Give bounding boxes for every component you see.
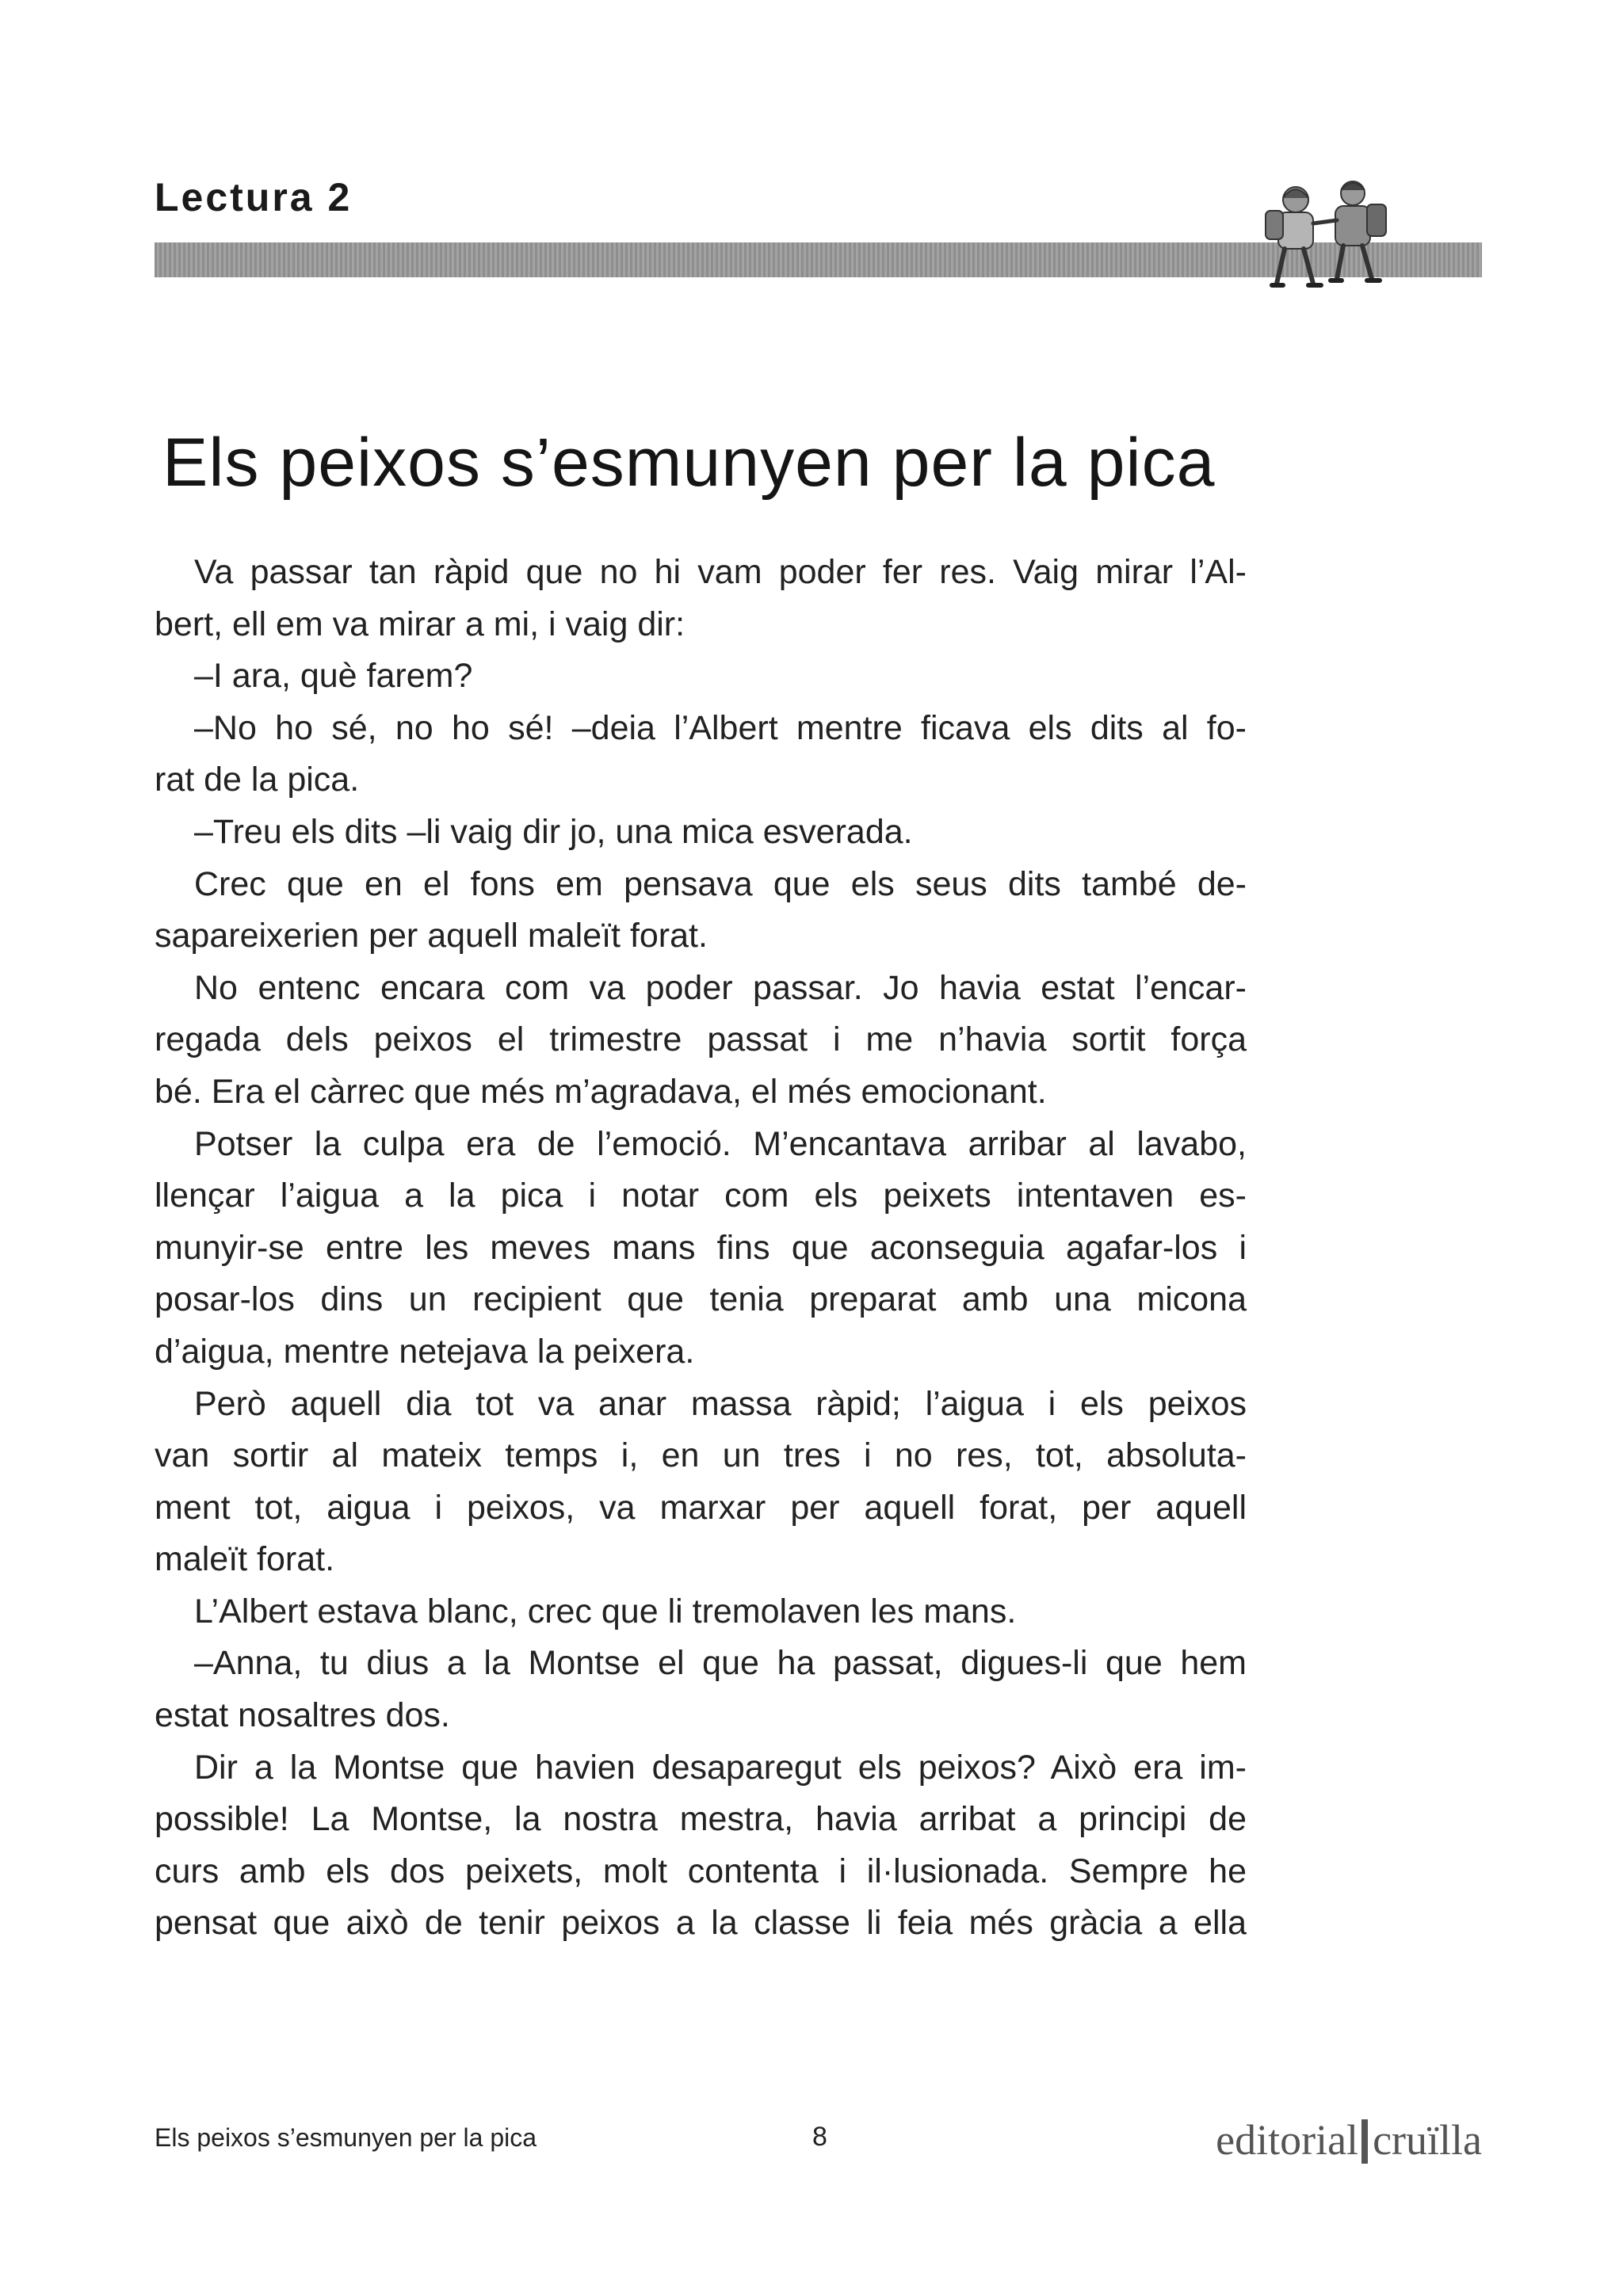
story-line: Crec que en el fons em pensava que els seus dits també de- bbox=[194, 864, 1247, 903]
story-line: –Treu els dits –li vaig dir jo, una mica esverada. bbox=[194, 812, 913, 851]
story-line: maleït forat. bbox=[155, 1540, 335, 1579]
story-line: possible! La Montse, la nostra mestra, havia arribat a principi de bbox=[155, 1800, 1247, 1839]
story-line: bé. Era el càrrec que més m’agradava, el més emocionant. bbox=[155, 1072, 1047, 1111]
story-line: No entenc encara com va poder passar. Jo havia estat l’encar- bbox=[194, 968, 1247, 1007]
children-illustration-icon bbox=[1248, 174, 1407, 293]
page-number: 8 bbox=[812, 2122, 827, 2152]
story-line: –Anna, tu dius a la Montse el que ha passat, digues-li que hem bbox=[194, 1644, 1247, 1683]
story-line: ment tot, aigua i peixos, va marxar per aquell forat, per aquell bbox=[155, 1488, 1247, 1527]
footer-title: Els peixos s’esmunyen per la pica bbox=[155, 2123, 537, 2152]
story-line: curs amb els dos peixets, molt contenta i il·lusionada. Sempre he bbox=[155, 1852, 1247, 1890]
publisher-name-part2: cruïlla bbox=[1373, 2116, 1482, 2164]
story-line: L’Albert estava blanc, crec que li tremolaven les mans. bbox=[194, 1592, 1017, 1630]
story-line: d’aigua, mentre netejava la peixera. bbox=[155, 1332, 695, 1371]
story-line: Però aquell dia tot va anar massa ràpid; l’aigua i els peixos bbox=[194, 1384, 1247, 1423]
logo-mark-icon bbox=[1361, 2119, 1368, 2164]
story-line: Dir a la Montse que havien desaparegut els peixos? Això era im- bbox=[194, 1748, 1247, 1787]
section-label: Lectura 2 bbox=[155, 175, 353, 219]
story-line: van sortir al mateix temps i, en un tres i no res, tot, absoluta- bbox=[155, 1436, 1247, 1475]
story-line: Potser la culpa era de l’emoció. M’encantava arribar al lavabo, bbox=[194, 1124, 1247, 1163]
story-line: –I ara, què farem? bbox=[194, 657, 473, 696]
story-line: pensat que això de tenir peixos a la classe li feia més gràcia a ella bbox=[155, 1904, 1247, 1943]
page-footer bbox=[155, 2115, 1486, 2179]
story-line: Va passar tan ràpid que no hi vam poder fer res. Vaig mirar l’Al- bbox=[194, 553, 1247, 591]
story-body bbox=[155, 547, 1247, 1950]
story-title: Els peixos s’esmunyen per la pica bbox=[162, 425, 1216, 501]
story-line: rat de la pica. bbox=[155, 761, 360, 799]
publisher-logo bbox=[1216, 2115, 1482, 2164]
publisher-name-part1: editorial bbox=[1216, 2116, 1359, 2164]
story-line: –No ho sé, no ho sé! –deia l’Albert mentre ficava els dits al fo- bbox=[194, 708, 1247, 747]
story-line: munyir-se entre les meves mans fins que aconseguia agafar-los i bbox=[155, 1228, 1247, 1267]
story-line: sapareixerien per aquell maleït forat. bbox=[155, 917, 708, 955]
story-line: regada dels peixos el trimestre passat i me n’havia sortit força bbox=[155, 1020, 1247, 1059]
story-line: posar-los dins un recipient que tenia preparat amb una micona bbox=[155, 1280, 1247, 1319]
story-line: estat nosaltres dos. bbox=[155, 1696, 450, 1735]
story-line: llençar l’aigua a la pica i notar com els peixets intentaven es- bbox=[155, 1177, 1247, 1215]
story-line: bert, ell em va mirar a mi, i vaig dir: bbox=[155, 605, 685, 643]
